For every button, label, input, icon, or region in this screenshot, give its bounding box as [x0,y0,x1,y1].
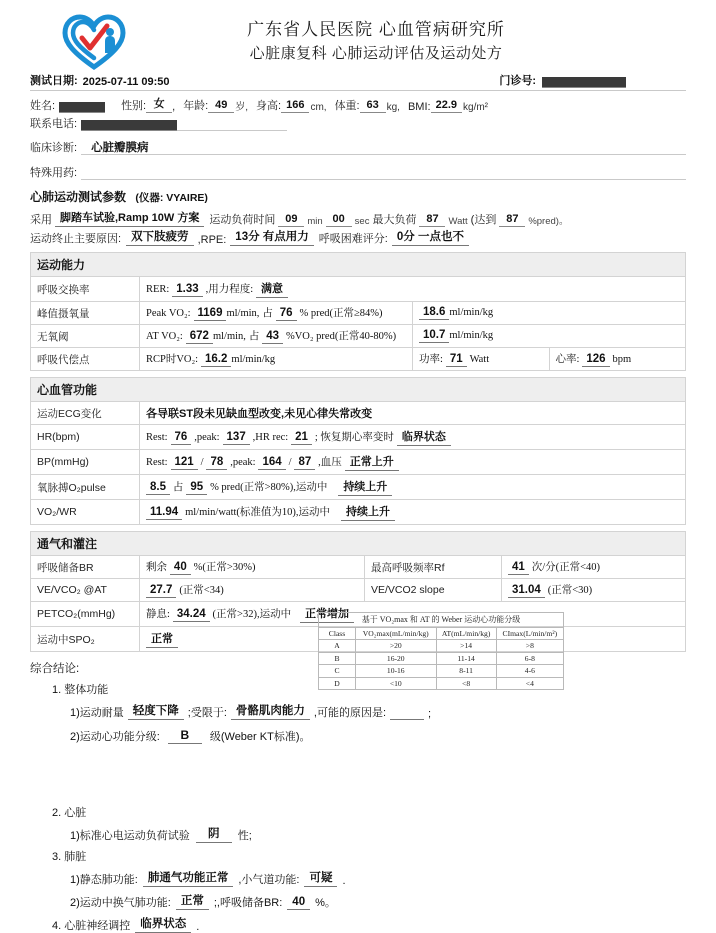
vo2wr-trend: 持续上升 [341,503,395,521]
spo2-value: 正常 [146,630,178,648]
weber-row-b [319,652,564,664]
dyspnea-value: 0分 一点也不 [392,228,469,246]
c32-mid: ;,呼吸储备BR: [213,897,283,909]
hr-recovery-value: 临界状态 [397,428,451,446]
o2pulse-mid: 占 [172,482,184,493]
row-label-spo2: 运动中SPO₂ [31,627,140,652]
table-row [31,402,686,425]
peakvo2-cell [140,302,413,325]
bp-text: ,血压 [318,457,342,468]
pred-value: 87 [499,213,525,227]
stop-reason-row [30,227,686,246]
table-row [31,302,686,325]
protocol-row [30,208,686,227]
exercise-capacity-section [30,252,686,371]
protocol-prefix: 采用 [30,214,52,226]
hr-rest-label: Rest: [146,432,168,443]
c12-post: 级(Weber KT标准)。 [209,731,311,743]
c11-mid: ;受限于: [187,707,227,719]
rer-pre: RER: [146,284,170,295]
petco2-value: 34.24 [173,608,210,622]
o2pulse-post: % pred(正常>80%),运动中 [210,482,328,493]
bp-value: 正常上升 [345,453,399,471]
pred-unit: %pred)。 [528,216,569,227]
bp-rest-dia: 78 [206,456,227,470]
at-pct: 43 [262,330,283,344]
weber-a-vo2max: >20 [356,640,437,652]
weber-d-cimax: <4 [496,677,563,689]
height-label: 身高: [256,100,282,112]
hr-group [550,348,686,370]
heart-check-logo [62,13,126,71]
c12-value: B [168,728,202,744]
weber-a-at: >14 [436,640,496,652]
row-label-rf: 最高呼吸频率Rf [365,556,502,579]
weber-table-wrap [318,612,564,690]
name-label: 姓名: [30,100,56,112]
power-label: 功率: [419,354,443,365]
table-row [31,348,686,371]
at-pct-post: %VO₂ pred(正常40-80%) [285,331,397,342]
c11-end: ; [428,708,432,720]
conclusions-title: 综合结论: [30,663,80,675]
peakvo2-unit: ml/min, [226,308,260,319]
o2pulse-pct: 95 [186,481,207,495]
at-right-cell [413,325,686,348]
height-unit: cm, [310,102,327,113]
params-instrument: (仪器: VYAIRE) [135,192,208,204]
hr-rec-value: 21 [291,431,312,445]
o2pulse-trend: 持续上升 [338,478,392,496]
bp-peak-dia: 87 [294,456,315,470]
row-label-vo2wr: VO₂/WR [31,500,140,525]
row-label-slope: VE/VCO2 slope [365,579,502,602]
effort-value: 满意 [256,280,288,298]
rf-value: 41 [508,561,529,575]
watt-unit: Watt [448,216,468,227]
bmi-unit: kg/m² [463,102,489,113]
at-unit: ml/min, [212,331,246,342]
hr-value-rcp: 126 [582,353,609,367]
row-label-peakvo2: 峰值摄氧量 [31,302,140,325]
hr-cell [140,425,686,450]
test-date-label: 测试日期: [30,75,78,87]
peakvo2-value: 1169 [194,307,227,321]
test-parameters-block [30,188,686,246]
cardiovascular-section [30,377,686,525]
department-title: 心脏康复科 心肺运动评估及运动处方 [249,45,503,63]
c11-pre: 1)运动耐量 [70,707,124,719]
maxload-label: 最大负荷 [372,214,417,226]
c4-end: . [196,921,200,933]
peakvo2-pct-post: % pred(正常≥84%) [299,308,383,319]
conclusion-item-1-head: 1. 整体功能 [52,684,109,696]
patient-name-redacted [59,102,105,113]
rcp-unit: ml/min/kg [231,354,276,365]
c11-value: 轻度下降 [128,702,184,720]
weber-b-vo2max: 16-20 [356,652,437,664]
weber-caption-row [319,613,564,628]
report-titles [126,18,626,65]
test-date-row [30,72,686,91]
phone-row [30,115,686,133]
slope-value: 31.04 [508,584,545,598]
c21-pre: 1)标准心电运动负荷试验 [70,830,190,842]
weber-d-class: D [319,677,356,689]
peakvo2-pct: 76 [276,307,297,321]
weber-b-at: 11-14 [436,652,496,664]
row-label-br: 呼吸储备BR [31,556,140,579]
sec-unit: sec [354,216,370,227]
weber-b-cimax: 6-8 [496,652,563,664]
c21-value: 阴 [196,825,232,843]
exercise-capacity-table [30,276,686,371]
bp-peak-label: ,peak: [230,457,256,468]
weber-c-at: 8-11 [436,665,496,677]
phone-underline [177,119,287,131]
petco2-trend: 正常增加 [300,605,354,623]
outpatient-label: 门诊号: [499,75,536,87]
c32-value2: 40 [287,896,310,910]
weber-header-vo2max: VO₂max(mL/min/kg) [356,628,437,640]
table-row [31,579,686,602]
bp-rest-sys: 121 [171,456,198,470]
weber-classification-table [318,612,564,690]
c12-pre: 2)运动心功能分级: [70,731,160,743]
row-label-veat: VE/VCO₂ @AT [31,579,140,602]
bmi-value: 22.9 [431,99,462,113]
ecg-cell [140,402,686,425]
at-value: 672 [186,330,213,344]
hr-label-rcp: 心率: [555,354,580,365]
special-drug-row [30,162,686,180]
row-label-bp: BP(mmHg) [31,450,140,475]
rcp-value: 16.2 [201,353,231,367]
c32-pre: 2)运动中换气肺功能: [70,897,171,909]
age-label: 年龄: [183,100,209,112]
weight-value: 63 [360,99,386,113]
br-value: 40 [170,561,191,575]
gender-label: 性别: [121,100,147,112]
cardiovascular-table [30,401,686,525]
peakvo2-right-value: 18.6 [419,306,449,320]
weber-header-row [319,628,564,640]
weight-label: 体重: [334,100,360,112]
stop-value: 双下肢疲劳 [126,228,194,246]
bp-cell: Rest: 121 / 78 ,peak: 164 / 87 ,血压 正常上升 [140,450,686,475]
c4-value: 临界状态 [135,915,191,933]
vo2wr-value: 11.94 [146,506,182,520]
peakvo2-right-unit: ml/min/kg [449,307,494,318]
maxload-value: 87 [419,213,445,227]
patient-info-row: 姓名: 性别: 女 , 年龄: 49 岁, 身高: 166 cm, 体重: 63 kg, BMI: 22.9 kg/m² [30,95,686,115]
weber-row-d [319,677,564,689]
power-unit: Watt [469,354,490,365]
gender-value: 女 [146,95,172,113]
weber-header-class: Class [319,628,356,640]
c32-end: %。 [315,897,336,909]
veat-post: (正常<34) [179,585,224,596]
slope-cell [502,579,686,602]
rcp-cell [140,348,413,371]
power-value: 71 [446,353,467,367]
row-label-rcp: 呼吸代偿点 [31,348,140,371]
vo2wr-post: ml/min/watt(标准值为10),运动中 [185,507,331,518]
conclusion-item-4 [52,915,686,933]
conclusion-item-2-1 [70,825,686,843]
conclusion-item-1-2 [70,728,686,744]
at-right-unit: ml/min/kg [449,330,494,341]
weber-header-cimax: CImax(L/min/m²) [496,628,563,640]
height-value: 166 [281,99,309,113]
at-right-value: 10.7 [419,329,449,343]
hr-peak-label: ,peak: [194,432,220,443]
slope-post: (正常<30) [547,585,593,596]
conclusion-item-3-head: 3. 肺脏 [52,851,87,863]
c11-blank [390,706,424,720]
c31-value2: 可疑 [304,869,337,887]
outpatient-number-redacted [542,77,626,88]
test-date-value: 2025-07-11 09:50 [82,76,170,88]
weight-unit: kg, [386,102,400,113]
hr-rec-label: ,HR rec: [252,432,289,443]
table-row [31,556,686,579]
weber-a-cimax: >8 [496,640,563,652]
rf-post: 次/分(正常<40) [531,562,601,573]
table-row [31,325,686,348]
c21-post: 性; [237,830,252,842]
conclusions-section [30,660,686,933]
rcp-right-cell [413,348,686,371]
c4-pre: 4. 心脏神经调控 [52,920,131,932]
c32-value: 正常 [176,892,209,910]
c31-end: . [342,875,346,887]
veat-cell [140,579,365,602]
hospital-title: 广东省人民医院 心血管病研究所 [247,20,505,40]
c31-pre: 1)静态肺功能: [70,874,138,886]
exercise-capacity-title: 运动能力 [30,252,686,276]
row-label-petco2: PETCO₂(mmHg) [31,602,140,627]
rer-post: ,用力程度: [205,284,254,295]
peakvo2-pre: Peak VO₂: [146,308,191,319]
vo2wr-cell [140,500,686,525]
weber-header-at: AT(mL/min/kg) [436,628,496,640]
dyspnea-label: 呼吸困难评分: [318,233,388,245]
weber-d-at: <8 [436,677,496,689]
weber-c-vo2max: 10-16 [356,665,437,677]
min-unit: min [307,216,323,227]
rer-value: 1.33 [172,283,202,297]
veat-value: 27.7 [146,584,176,598]
hr-peak-value: 137 [223,431,250,445]
table-row [31,277,686,302]
weber-caption: 基于 VO₂max 和 AT 的 Weber 运动心功能分级 [319,613,564,628]
br-post: %(正常>30%) [193,562,256,573]
bp-peak-sys: 164 [258,456,285,470]
conclusion-item-3-1 [70,869,686,887]
phone-value-redacted [81,120,177,131]
bp-rest-label: Rest: [146,457,168,468]
weber-row-c [319,665,564,677]
phone-label: 联系电话: [30,118,78,130]
params-title: 心肺运动测试参数 [30,190,127,204]
c31-value: 肺通气功能正常 [143,869,234,887]
protocol-value: 脚踏车试验,Ramp 10W 方案 [55,209,204,227]
petco2-pre: 静息: [146,609,170,620]
duration-sec-value: 00 [326,213,352,227]
c11-value2: 骨骼肌肉能力 [231,702,310,720]
table-row [31,425,686,450]
row-label-at: 无氧阈 [31,325,140,348]
rer-cell [140,277,686,302]
diagnosis-label: 临床诊断: [30,142,78,154]
cardiovascular-title: 心血管功能 [30,377,686,401]
weber-c-class: C [319,665,356,677]
diagnosis-value: 心脏瓣膜病 [81,139,686,155]
hr-unit-rcp: bpm [612,354,632,365]
weber-c-cimax: 4-6 [496,665,563,677]
age-unit: 岁, [235,102,249,113]
weber-row-a [319,640,564,652]
special-drug-label: 特殊用药: [30,167,78,179]
o2pulse-value: 8.5 [146,481,170,495]
rcp-pre: RCP时VO₂: [146,354,199,365]
br-cell [140,556,365,579]
br-pre: 剩余 [146,562,167,573]
conclusion-item-2-head: 2. 心脏 [52,807,87,819]
weber-d-vo2max: <10 [356,677,437,689]
petco2-post: (正常>32),运动中 [212,609,292,620]
age-value: 49 [208,99,234,113]
diagnosis-row [30,137,686,155]
ecg-value: 各导联ST段未见缺血型改变,未见心律失常改变 [146,408,373,420]
at-zhan: 占 [248,331,260,342]
row-label-rer: 呼吸交换率 [31,277,140,302]
params-title-row [30,188,686,205]
row-label-ecg: 运动ECG变化 [31,402,140,425]
peakvo2-right-cell [413,302,686,325]
rf-cell [502,556,686,579]
c11-post: ,可能的原因是: [313,707,387,719]
conclusion-item-1-1 [70,702,686,720]
report-header [30,0,686,72]
table-row [31,500,686,525]
o2pulse-cell [140,475,686,500]
peakvo2-zhan: 占 [262,308,273,319]
table-row [31,450,686,475]
conclusion-item-3-2 [70,892,686,910]
bmi-label: BMI: [407,101,431,113]
at-pre: AT VO₂: [146,331,183,342]
weber-a-class: A [319,640,356,652]
row-label-o2pulse: 氧脉搏O₂pulse [31,475,140,500]
pred-open: (达到 [470,214,497,226]
rpe-label: ,RPE: [197,234,227,246]
rpe-value: 13分 有点用力 [230,228,314,246]
stop-label: 运动终止主要原因: [30,233,122,245]
at-cell [140,325,413,348]
power-group [413,348,550,370]
c31-mid: ,小气道功能: [238,874,300,886]
row-label-hr: HR(bpm) [31,425,140,450]
special-drug-value [81,164,686,180]
weber-b-class: B [319,652,356,664]
duration-min-value: 09 [278,213,304,227]
ventilation-title: 通气和灌注 [30,531,686,555]
table-row [31,475,686,500]
hr-recovery-text: ; 恢复期心率变时 [314,432,394,443]
duration-label: 运动负荷时间 [209,214,276,226]
hr-rest-value: 76 [171,431,192,445]
